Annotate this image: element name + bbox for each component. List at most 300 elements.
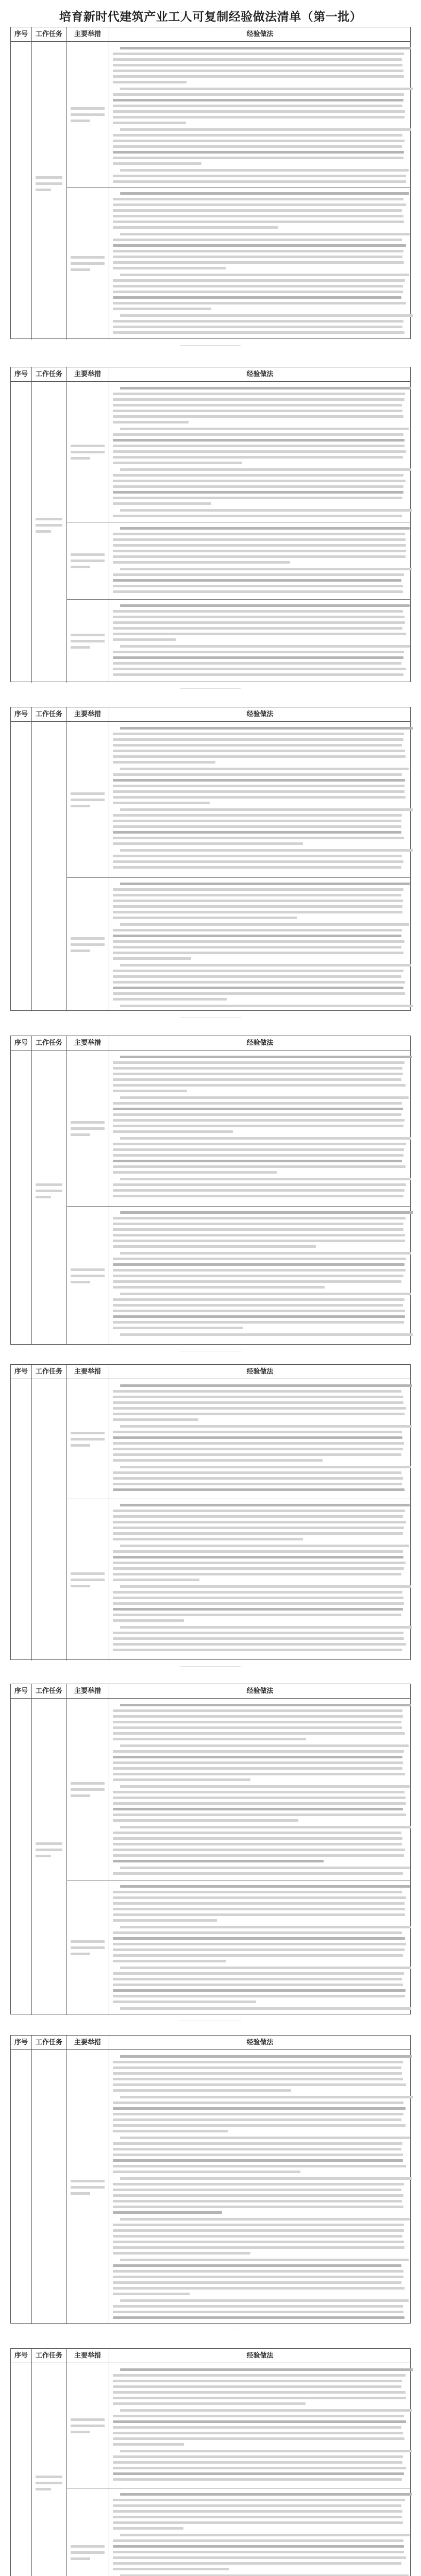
- measure-text-line: [71, 1444, 90, 1447]
- practice-text-line: [113, 1715, 403, 1718]
- practice-text-line: [113, 1591, 402, 1594]
- task-text-line: [36, 182, 62, 185]
- practice-text-line: [113, 917, 297, 919]
- measure-text-line: [71, 113, 105, 116]
- header-task: 工作任务: [35, 2039, 62, 2046]
- measure-text-line: [71, 1275, 105, 1277]
- practice-text-line: [113, 779, 405, 782]
- document-title: 培育新时代建筑产业工人可复制经验做法清单（第一批）: [59, 10, 362, 24]
- practice-text-line: [113, 485, 403, 488]
- practice-text-line: [113, 1084, 406, 1087]
- measure-text-line: [71, 2557, 90, 2560]
- header-task: 工作任务: [35, 30, 62, 38]
- practice-text-line: [113, 2316, 405, 2319]
- practice-text-line: [113, 2072, 402, 2075]
- practice-text-line: [113, 1240, 405, 1242]
- practice-text-line: [113, 1773, 405, 1775]
- practice-text-line: [120, 1785, 410, 1788]
- measure-text-line: [71, 560, 105, 562]
- practice-text-line: [120, 2409, 412, 2412]
- practice-text-line: [113, 1637, 404, 1640]
- practice-text-line: [113, 590, 403, 593]
- column-divider: [66, 1684, 67, 2015]
- practice-text-line: [113, 456, 403, 459]
- practice-text-line: [113, 733, 404, 735]
- practice-text-line: [113, 1726, 402, 1729]
- practice-text-line: [113, 627, 402, 630]
- practice-text-line: [113, 1217, 406, 1219]
- row-divider: [66, 599, 411, 600]
- measure-text-line: [71, 2192, 90, 2195]
- page-sheet: [10, 1036, 411, 1357]
- practice-text-line: [113, 1832, 401, 1834]
- practice-text-line: [113, 952, 403, 954]
- practice-text-line: [113, 421, 189, 423]
- practice-text-line: [113, 2467, 406, 2469]
- practice-text-line: [113, 1978, 402, 1980]
- practice-text-line: [113, 2154, 403, 2156]
- practice-text-line: [113, 2504, 401, 2507]
- practice-text-line: [113, 1154, 403, 1157]
- practice-text-line: [113, 2276, 403, 2278]
- practice-text-line: [120, 1466, 411, 1468]
- practice-text-line: [113, 1960, 226, 1962]
- practice-text-line: [113, 1453, 401, 1456]
- practice-text-line: [113, 1614, 401, 1616]
- practice-text-line: [113, 2461, 402, 2464]
- measure-text-line: [71, 1133, 90, 1136]
- practice-text-line: [113, 215, 403, 217]
- practice-text-line: [113, 1189, 405, 1192]
- practice-text-line: [113, 81, 187, 83]
- header-task: 工作任务: [35, 370, 62, 378]
- practice-text-line: [113, 1756, 402, 1758]
- practice-text-line: [120, 1744, 409, 1747]
- practice-text-line: [113, 2385, 401, 2388]
- table-header-row: [11, 2036, 410, 2050]
- practice-text-line: [113, 987, 403, 989]
- practice-text-line: [113, 1413, 405, 1415]
- practice-text-line: [113, 2281, 401, 2284]
- task-text-line: [36, 1842, 62, 1845]
- practice-text-line: [113, 1802, 406, 1805]
- practice-text-line: [113, 410, 402, 412]
- measure-text-line: [71, 451, 105, 453]
- practice-text-line: [113, 802, 210, 804]
- practice-text-line: [113, 1608, 403, 1611]
- practice-text-line: [120, 1096, 409, 1099]
- practice-text-line: [120, 2218, 410, 2221]
- practice-text-line: [113, 1436, 402, 1439]
- practice-text-line: [113, 1632, 403, 1634]
- practice-text-line: [113, 1849, 405, 1851]
- page-sheet: [10, 1684, 411, 2027]
- practice-text-line: [113, 814, 402, 817]
- header-measure: 主要举措: [74, 1368, 101, 1376]
- practice-text-line: [113, 1778, 250, 1781]
- column-divider: [66, 1365, 67, 1660]
- practice-text-line: [113, 900, 403, 902]
- practice-text-line: [113, 308, 211, 310]
- page-footer-rule: [180, 1666, 241, 1667]
- column-divider: [66, 367, 67, 683]
- practice-text-line: [113, 1738, 306, 1740]
- practice-text-line: [113, 1488, 405, 1491]
- practice-text-line: [113, 2124, 406, 2127]
- practice-text-line: [113, 261, 404, 264]
- practice-text-line: [113, 2229, 404, 2232]
- header-practice: 经验做法: [246, 1368, 274, 1376]
- practice-text-line: [113, 1223, 403, 1225]
- practice-text-line: [113, 1579, 199, 1581]
- practice-text-line: [113, 1067, 402, 1070]
- practice-text-line: [113, 99, 403, 101]
- practice-text-line: [113, 2189, 401, 2191]
- practice-text-line: [113, 204, 406, 206]
- practice-text-line: [113, 250, 403, 252]
- practice-text-line: [120, 128, 411, 131]
- practice-text-line: [113, 2083, 406, 2086]
- practice-text-line: [113, 888, 403, 891]
- practice-text-line: [113, 2206, 403, 2208]
- practice-text-line: [113, 1891, 402, 1893]
- measure-text-line: [71, 120, 90, 122]
- practice-text-line: [113, 1919, 217, 1922]
- practice-text-line: [113, 1721, 401, 1723]
- practice-text-line: [113, 1130, 233, 1133]
- practice-text-line: [120, 387, 411, 389]
- practice-text-line: [113, 2270, 403, 2273]
- header-practice: 经验做法: [246, 1039, 274, 1047]
- measures-table: [10, 1684, 411, 2014]
- practice-text-line: [113, 773, 402, 776]
- practice-text-line: [120, 1585, 411, 1588]
- page-footer-rule: [180, 345, 241, 346]
- practice-text-line: [113, 866, 401, 869]
- practice-text-line: [113, 2472, 404, 2475]
- measure-text-line: [71, 1281, 90, 1283]
- header-index: 序号: [14, 1687, 28, 1695]
- practice-text-line: [120, 1826, 411, 1828]
- practice-text-line: [113, 1234, 405, 1236]
- practice-text-line: [113, 2252, 250, 2255]
- measure-text-line: [71, 1788, 105, 1791]
- header-index: 序号: [14, 1039, 28, 1047]
- measure-text-line: [71, 1268, 105, 1271]
- practice-text-line: [113, 2148, 401, 2150]
- column-divider: [66, 2349, 67, 2576]
- practice-text-line: [120, 883, 410, 885]
- practice-text-line: [113, 550, 406, 552]
- measures-table: [10, 1036, 411, 1345]
- practice-text-line: [120, 1252, 411, 1255]
- practice-text-line: [113, 2568, 229, 2570]
- practice-text-line: [113, 1649, 402, 1651]
- practice-text-line: [113, 1814, 406, 1816]
- practice-text-line: [113, 1148, 404, 1151]
- practice-text-line: [113, 2061, 403, 2063]
- practice-text-line: [113, 820, 401, 822]
- practice-text-line: [113, 302, 406, 304]
- practice-text-line: [113, 1165, 406, 1168]
- page-sheet: [10, 27, 411, 351]
- practice-text-line: [113, 491, 403, 494]
- practice-text-line: [113, 970, 403, 972]
- practice-text-line: [113, 1327, 243, 1329]
- practice-text-line: [113, 1407, 406, 1410]
- practice-text-line: [113, 651, 404, 653]
- practice-text-line: [113, 831, 401, 834]
- practice-text-line: [113, 533, 405, 535]
- practice-text-line: [113, 151, 404, 154]
- practice-text-line: [113, 1275, 403, 1277]
- page-sheet: [10, 2035, 411, 2336]
- practice-text-line: [113, 2437, 405, 2440]
- practice-text-line: [113, 911, 402, 913]
- measure-text-line: [71, 1127, 105, 1130]
- practice-text-line: [113, 2130, 228, 2132]
- practice-text-line: [120, 428, 409, 430]
- practice-text-line: [120, 1885, 410, 1888]
- column-divider: [31, 707, 32, 1011]
- practice-text-line: [120, 2177, 412, 2180]
- practice-text-line: [113, 538, 406, 541]
- task-text-line: [36, 530, 51, 533]
- practice-text-line: [113, 1767, 402, 1770]
- practice-text-line: [113, 1448, 403, 1450]
- practice-text-line: [113, 2478, 402, 2481]
- practice-text-line: [113, 502, 211, 505]
- header-task: 工作任务: [35, 1368, 62, 1376]
- measure-text-line: [71, 1782, 105, 1785]
- measure-text-line: [71, 1579, 105, 1581]
- practice-text-line: [113, 555, 406, 558]
- practice-text-line: [113, 1245, 316, 1248]
- header-measure: 主要举措: [74, 30, 101, 38]
- column-divider: [31, 1684, 32, 2015]
- practice-text-line: [113, 1431, 402, 1433]
- practice-text-line: [113, 53, 404, 55]
- table-header-row: [11, 707, 410, 722]
- practice-text-line: [113, 1550, 403, 1553]
- practice-text-line: [113, 750, 405, 752]
- practice-text-line: [120, 233, 410, 235]
- header-task: 工作任务: [35, 1687, 62, 1695]
- practice-text-line: [113, 2521, 403, 2524]
- practice-text-line: [113, 134, 402, 137]
- practice-text-line: [113, 439, 405, 442]
- practice-text-line: [120, 1967, 411, 1969]
- practice-text-line: [113, 1401, 403, 1404]
- practice-text-line: [113, 1808, 403, 1810]
- practice-text-line: [113, 1972, 404, 1975]
- header-practice: 经验做法: [246, 370, 274, 378]
- practice-text-line: [113, 64, 402, 66]
- practice-text-line: [113, 935, 401, 937]
- practice-text-line: [113, 2311, 403, 2313]
- measure-text-line: [71, 1121, 105, 1124]
- practice-text-line: [113, 140, 405, 142]
- practice-text-line: [113, 1228, 403, 1231]
- practice-text-line: [113, 1258, 406, 1260]
- practice-text-line: [113, 744, 402, 747]
- task-text-line: [36, 1190, 62, 1192]
- practice-text-line: [113, 894, 401, 896]
- practice-text-line: [120, 274, 409, 276]
- practice-text-line: [113, 1125, 403, 1127]
- practice-text-line: [113, 1954, 403, 1957]
- header-task: 工作任务: [35, 2352, 62, 2360]
- practice-text-line: [113, 1459, 323, 1462]
- practice-text-line: [113, 2562, 401, 2565]
- practice-text-line: [113, 1913, 405, 1916]
- practice-text-line: [113, 116, 405, 118]
- practice-text-line: [120, 2096, 413, 2098]
- header-index: 序号: [14, 1368, 28, 1376]
- practice-text-line: [113, 175, 406, 177]
- practice-text-line: [113, 497, 402, 499]
- practice-text-line: [113, 1896, 406, 1899]
- practice-text-line: [120, 1504, 410, 1506]
- practice-text-line: [113, 1078, 401, 1081]
- practice-text-line: [120, 509, 412, 512]
- practice-text-line: [113, 2305, 403, 2308]
- practice-text-line: [113, 761, 215, 764]
- header-measure: 主要举措: [74, 1039, 101, 1047]
- practice-text-line: [113, 1791, 405, 1793]
- practice-text-line: [113, 291, 403, 293]
- practice-text-line: [120, 1425, 412, 1428]
- measure-text-line: [71, 457, 90, 460]
- practice-text-line: [113, 2402, 306, 2405]
- practice-text-line: [113, 1527, 404, 1529]
- practice-text-line: [120, 1137, 411, 1140]
- practice-text-line: [120, 849, 413, 852]
- practice-text-line: [120, 88, 413, 90]
- measure-text-line: [71, 1953, 90, 1955]
- practice-text-line: [113, 1532, 403, 1535]
- practice-text-line: [113, 2241, 404, 2243]
- practice-text-line: [120, 645, 410, 648]
- page-sheet: [10, 2348, 411, 2576]
- practice-text-line: [113, 1562, 406, 1564]
- practice-text-line: [113, 633, 406, 635]
- practice-text-line: [113, 404, 402, 406]
- practice-text-line: [113, 2194, 403, 2197]
- practice-text-line: [120, 527, 410, 530]
- practice-text-line: [113, 1477, 403, 1480]
- practice-text-line: [113, 755, 406, 758]
- task-text-line: [36, 1183, 62, 1186]
- practice-text-line: [113, 1310, 405, 1312]
- measure-text-line: [71, 1794, 90, 1797]
- practice-text-line: [113, 1113, 401, 1116]
- practice-text-line: [113, 2545, 404, 2548]
- practice-text-line: [113, 1860, 324, 1862]
- practice-text-line: [113, 1304, 403, 1307]
- practice-text-line: [113, 785, 405, 787]
- measure-text-line: [71, 1585, 90, 1587]
- practice-text-line: [113, 462, 242, 464]
- task-text-line: [36, 176, 62, 179]
- practice-text-line: [113, 1643, 406, 1646]
- practice-text-line: [113, 790, 405, 793]
- practice-text-line: [113, 946, 401, 948]
- practice-text-line: [113, 2420, 406, 2423]
- practice-text-line: [113, 940, 405, 943]
- practice-text-line: [113, 226, 278, 229]
- table-header-row: [11, 27, 410, 42]
- measure-text-line: [71, 2431, 90, 2433]
- practice-text-line: [113, 2527, 183, 2530]
- column-divider: [31, 1365, 32, 1660]
- column-divider: [66, 2036, 67, 2324]
- practice-text-line: [113, 1442, 404, 1445]
- practice-text-line: [120, 1545, 409, 1547]
- practice-text-line: [113, 621, 405, 624]
- practice-text-line: [113, 981, 405, 984]
- practice-text-line: [113, 256, 402, 258]
- measure-text-line: [71, 262, 105, 265]
- practice-text-line: [113, 198, 403, 200]
- column-divider: [66, 27, 67, 340]
- practice-text-line: [113, 279, 405, 282]
- practice-text-line: [113, 610, 403, 613]
- practice-text-line: [113, 221, 404, 223]
- table-header-row: [11, 1684, 410, 1699]
- practice-text-line: [120, 2299, 409, 2302]
- practice-text-line: [113, 445, 405, 447]
- practice-text-line: [113, 326, 402, 328]
- task-text-line: [36, 1855, 51, 1857]
- practice-text-line: [113, 2171, 300, 2173]
- practice-text-line: [113, 450, 406, 453]
- practice-text-line: [113, 1183, 406, 1186]
- practice-text-line: [120, 2493, 412, 2496]
- measure-text-line: [71, 2418, 105, 2421]
- column-divider: [31, 27, 32, 340]
- practice-text-line: [120, 2137, 410, 2139]
- practice-text-line: [113, 1943, 406, 1945]
- practice-text-line: [113, 1937, 405, 1940]
- practice-text-line: [113, 616, 405, 618]
- practice-text-line: [113, 825, 401, 828]
- practice-text-line: [113, 673, 403, 676]
- column-divider: [31, 2349, 32, 2576]
- practice-text-line: [120, 727, 413, 730]
- header-task: 工作任务: [35, 710, 62, 718]
- practice-text-line: [120, 1333, 413, 1336]
- practice-text-line: [120, 314, 413, 317]
- practice-text-line: [120, 568, 412, 570]
- task-text-line: [36, 2488, 51, 2490]
- practice-text-line: [113, 662, 401, 665]
- column-divider: [31, 1036, 32, 1345]
- practice-text-line: [113, 433, 403, 436]
- header-measure: 主要举措: [74, 2352, 101, 2360]
- measure-text-line: [71, 640, 105, 642]
- practice-text-line: [113, 860, 403, 863]
- practice-text-line: [113, 285, 403, 287]
- task-text-line: [36, 2476, 62, 2478]
- practice-text-line: [113, 1797, 406, 1799]
- practice-text-line: [113, 1160, 402, 1162]
- practice-text-line: [113, 738, 403, 741]
- header-index: 序号: [14, 2352, 28, 2360]
- table-header-row: [11, 367, 410, 382]
- practice-text-line: [113, 1573, 401, 1575]
- practice-text-line: [120, 2534, 410, 2536]
